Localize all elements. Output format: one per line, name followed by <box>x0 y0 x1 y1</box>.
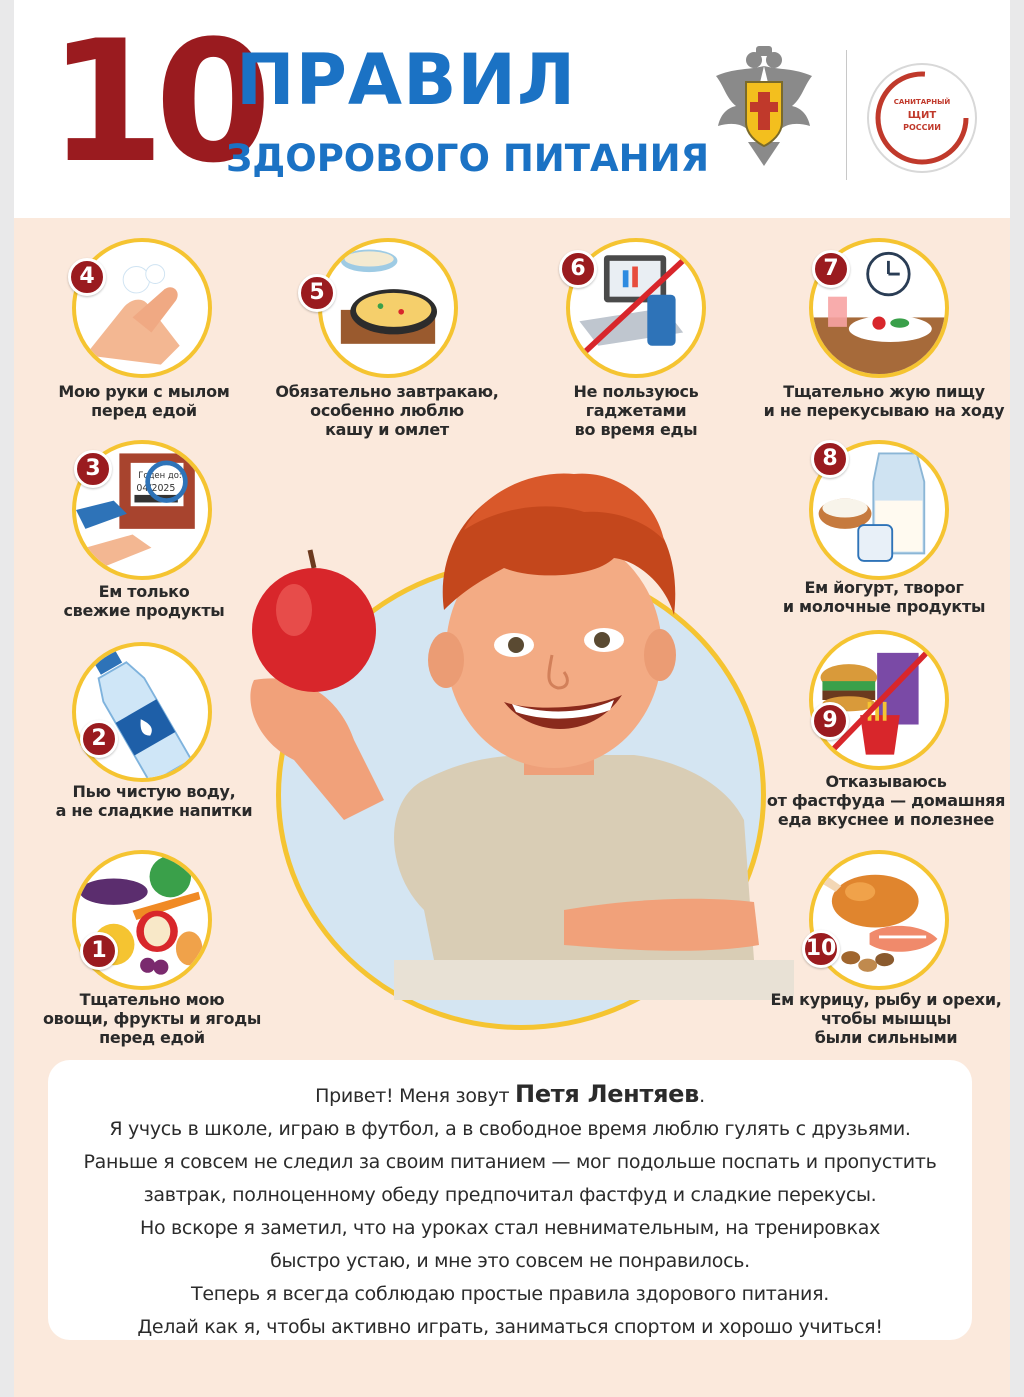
svg-text:САНИТАРНЫЙ: САНИТАРНЫЙ <box>893 98 951 106</box>
story-line: Я учусь в школе, играю в футбол, а в свободное время люблю гулять с друзьями. <box>109 1118 911 1140</box>
story-line: Теперь я всегда соблюдаю простые правила здорового питания. <box>191 1283 829 1305</box>
rule-caption: Отказываюсь от фастфуда — домашняя еда вкуснее и полезнее <box>766 772 1006 829</box>
svg-text:04/2025: 04/2025 <box>136 483 176 495</box>
rule-number-badge: 9 <box>811 702 849 740</box>
rule-number-badge: 8 <box>811 440 849 478</box>
story-line: Делай как я, чтобы активно играть, заниматься спортом и хорошо учиться! <box>137 1316 883 1338</box>
rule-number-badge: 10 <box>802 930 840 968</box>
boy-with-apple-illustration <box>234 440 804 1040</box>
rule-number-badge: 5 <box>298 274 336 312</box>
svg-text:РОССИИ: РОССИИ <box>903 123 941 132</box>
story-intro: Привет! Меня зовут <box>315 1085 516 1107</box>
character-name: Петя Лентяев <box>515 1080 700 1108</box>
story-intro-line <box>48 1078 972 1113</box>
water-bottle-icon <box>72 642 212 782</box>
header <box>14 0 1010 218</box>
rule-number-badge: 3 <box>74 450 112 488</box>
rule-number-badge: 1 <box>80 932 118 970</box>
rule-caption: Ем йогурт, творог и молочные продукты <box>782 578 986 616</box>
poster <box>14 0 1010 1397</box>
rule-caption: Не пользуюсь гаджетами во время еды <box>573 382 699 439</box>
rule-caption: Обязательно завтракаю, особенно люблю кашу и омлет <box>275 382 499 439</box>
story-text <box>48 1078 972 1344</box>
no-fastfood-icon <box>809 630 949 770</box>
sanitary-shield-logo <box>866 62 978 174</box>
rule-caption: Тщательно мою овощи, фрукты и ягоды перед едой <box>42 990 262 1047</box>
rule-caption: Ем курицу, рыбу и орехи, чтобы мышцы были сильными <box>770 990 1002 1047</box>
title-number: 10 <box>48 4 262 200</box>
rule-number-badge: 4 <box>68 258 106 296</box>
rule-number-badge: 7 <box>812 250 850 288</box>
story-line: Раньше я совсем не следил за своим питанием — мог подольше поспать и пропустить <box>83 1151 937 1173</box>
svg-text:Годен до:: Годен до: <box>138 469 182 480</box>
story-line: быстро устаю, и мне это совсем не понравилось. <box>270 1250 750 1272</box>
story-line: Но вскоре я заметил, что на уроках стал невнимательным, на тренировках <box>139 1217 881 1239</box>
protein-icon <box>809 850 949 990</box>
rule-caption: Ем только свежие продукты <box>63 582 225 620</box>
header-divider <box>846 50 847 180</box>
title-subtitle: ЗДОРОВОГО ПИТАНИЯ <box>226 137 710 180</box>
rule-caption: Тщательно жую пищу и не перекусываю на ходу <box>763 382 1005 420</box>
title-main: ПРАВИЛ <box>236 39 577 121</box>
story-line: завтрак, полноценному обеду предпочитал фастфуд и сладкие перекусы. <box>143 1184 877 1206</box>
rule-number-badge: 2 <box>80 720 118 758</box>
story-intro-end: . <box>699 1085 705 1107</box>
rule-caption: Пью чистую воду, а не сладкие напитки <box>55 782 253 820</box>
rule-caption: Мою руки с мылом перед едой <box>58 382 230 420</box>
rospotrebnadzor-emblem-icon <box>708 46 820 178</box>
story-card <box>48 1060 972 1340</box>
rule-number-badge: 6 <box>559 250 597 288</box>
svg-text:ЩИТ: ЩИТ <box>907 110 937 121</box>
breakfast-icon <box>318 238 458 378</box>
